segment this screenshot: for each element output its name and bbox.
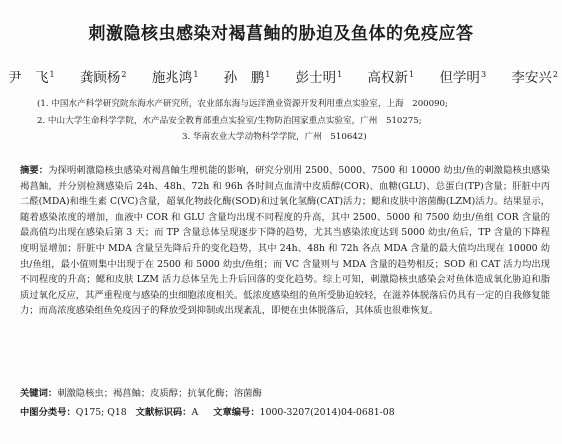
abstract-text: 为探明刺激隐核虫感染对褐菖鲉生理机能的影响，研究分别用 2500、5000、7500 和 10000 幼虫/鱼的刺激隐核虫感染褐菖鲉，并分别检测感染后 24h、48h、72h 和 96h 各时间点血清中皮质醇(COR)、血糖(GLU)、总蛋白(TP)含量；肝脏中丙二醛(MDA)和维生素 C(VC)含量，超氧化物歧化酶(SOD)和过氧化氢酶(CAT)活力；鳃和皮肤中溶菌酶(LZM)活力。结果显示，随着感染浓度的增加，血液中 COR 和 GLU 含量均出现不同程度的升高，其中 2500、5000 和 7500 幼虫/鱼组 COR 含量的最高值均出现在感染后第 3 天；而 TP 含量总体呈现逐步下降的趋势，尤其当感染浓度达到 5000 幼虫/鱼后，TP 含量的下降程度明显增加；肝脏中 MDA 含量呈先降后升的变化趋势，其中 24h、48h 和 72h 各点 MDA 含量的最大值均出现在 10000 幼虫/鱼组，最小值则集中出现于在 2500 和 5000 幼虫/鱼组；而 VC 含量则与 MDA 含量的趋势相反；SOD 和 CAT 活力均出现不同程度的升高；鳃和皮肤 LZM 活力总体呈先上升后回落的变化趋势。综上可知，刺激隐核虫感染会对鱼体造成氧化胁迫和脂质过氧化反应，其严重程度与感染的虫细胞浓度相关。低浓度感染组的鱼所受胁迫较轻，在滋养体脱落后仍具有一定的自我修复能力；而高浓度感染组鱼免疫因子的释放受到抑制或出现紊乱，即便在虫体脱落后，其体质也很难恢复。	[20, 165, 550, 317]
article-number-label: 文章编号：	[213, 407, 260, 418]
author-affiliation-mark: 1	[337, 69, 343, 79]
author-name-text: 施兆鸿	[151, 70, 193, 86]
author-name-text: 但学明	[439, 70, 480, 86]
author-affiliation-mark: 1	[193, 69, 199, 79]
author-affiliation-mark: 1	[409, 69, 415, 79]
author-name	[439, 66, 486, 86]
author-name-text: 孙 鹏	[223, 70, 265, 86]
author-name	[224, 66, 271, 86]
author-name	[368, 66, 415, 86]
author-name	[296, 66, 343, 86]
author-name-text: 龚顾杨	[79, 70, 121, 86]
affiliation-1: (1. 中国水产科学研究院东海水产研究所，农业部东海与远洋渔业资源开发利用重点实验室，上海 200090;	[37, 99, 448, 109]
clc-value: Q175; Q18	[75, 407, 127, 418]
abstract-label: 摘要：	[20, 165, 49, 176]
clc-label: 中图分类号：	[20, 407, 76, 418]
author-name-text: 尹 飞	[8, 70, 49, 86]
author-name-text: 彭士明	[295, 70, 337, 86]
classification-line	[20, 404, 550, 418]
author-affiliation-mark: 2	[552, 69, 558, 79]
author-affiliation-mark: 3	[480, 69, 487, 79]
doc-code-label: 文献标识码：	[135, 407, 192, 418]
author-name-text: 李安兴	[511, 70, 552, 86]
doc-code-value: A	[191, 407, 199, 418]
keywords	[20, 385, 550, 399]
author-list	[8, 66, 558, 86]
article-title: 刺激隐核虫感染对褐菖鲉的胁迫及鱼体的免疫应答	[88, 24, 474, 44]
author-affiliation-mark: 1	[265, 69, 271, 79]
author-name	[8, 66, 55, 86]
author-name-text: 高权新	[367, 70, 409, 86]
affiliation-2: 2. 中山大学生命科学学院，水产品安全教育部重点实验室/生物防治国家重点实验室，广州 510275;	[37, 116, 422, 126]
affiliation-3: 3. 华南农业大学动物科学学院，广州 510642)	[182, 132, 367, 142]
author-affiliation-mark: 1	[49, 69, 55, 79]
author-name	[152, 66, 199, 86]
abstract	[20, 163, 550, 319]
article-number-value: 1000-3207(2014)04-0681-08	[259, 407, 395, 418]
keywords-text: 刺激隐核虫；褐菖鲉；皮质醇；抗氧化酶；溶菌酶	[57, 388, 262, 399]
keywords-label: 关键词：	[20, 388, 58, 399]
author-name	[80, 66, 127, 86]
author-name	[511, 66, 558, 86]
author-affiliation-mark: 2	[121, 69, 127, 79]
